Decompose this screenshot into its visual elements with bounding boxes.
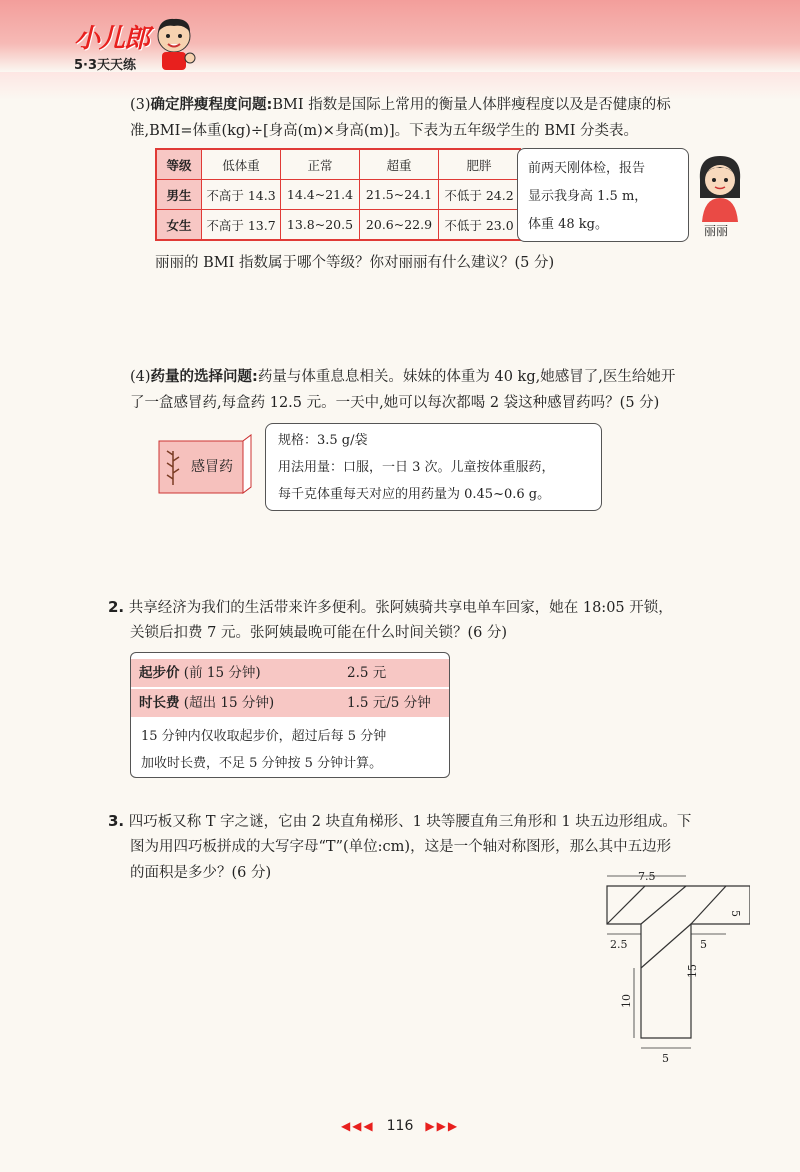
dim-left-vertical: 10: [620, 994, 633, 1008]
table-header-cell: 肥胖: [439, 149, 521, 180]
q2-line2: 关锁后扣费 7 元。张阿姨最晚可能在什么时间关锁？(6 分): [130, 625, 508, 641]
fee-note: 15 分钟内仅收取起步价，超过后每 5 分钟: [141, 729, 387, 744]
q4-text1: 药量与体重息息相关。妹妹的体重为 40 kg,她感冒了,医生给她开: [257, 369, 676, 385]
info-line: 每千克体重每天对应的用药量为 0.45~0.6 g。: [278, 487, 551, 502]
character-name: 丽丽: [704, 224, 729, 238]
page-number: 116: [386, 1118, 414, 1134]
table-cell: 21.5~24.1: [360, 180, 439, 210]
brand-logo: [74, 26, 149, 73]
q3-label: (3): [130, 97, 151, 113]
girl-icon: [690, 150, 750, 222]
bubble-line: 体重 48 kg。: [528, 217, 609, 232]
fee-table: [130, 652, 450, 778]
q3-question: 丽丽的 BMI 指数属于哪个等级？你对丽丽有什么建议？(5 分): [155, 255, 555, 271]
table-header-cell: 超重: [360, 149, 439, 180]
info-line: 规格：3.5 g/袋: [278, 433, 368, 448]
q2-number: 2.: [108, 598, 125, 616]
q4-line2: 了一盒感冒药,每盒药 12.5 元。一天中,她可以每次都喝 2 袋这种感冒药吗？(5 分): [130, 395, 660, 411]
t-cut-line: [641, 886, 686, 924]
fee-row-value: 2.5 元: [347, 665, 387, 681]
q2-line1: [108, 594, 673, 621]
table-row: [156, 180, 520, 210]
t-cut-line: [607, 886, 645, 924]
page-footer: [0, 1118, 800, 1134]
t-shape-diagram: [580, 868, 750, 1068]
table-header-cell: 低体重: [202, 149, 281, 180]
fee-row-note: (前 15 分钟): [183, 665, 261, 681]
speech-bubble: [517, 148, 689, 242]
right-arrows-icon: ▶▶▶: [425, 1119, 460, 1133]
t-cut-line: [691, 886, 726, 924]
dim-left-bottom: 2.5: [610, 938, 628, 951]
table-header-row: [156, 149, 520, 180]
medicine-box-label: 感冒药: [191, 459, 233, 475]
q3b-text1: 四巧板又称 T 字之谜，它由 2 块直角梯形、1 块等腰直角三角形和 1 块五边形组成。下: [128, 814, 692, 830]
table-header-cell: 正常: [281, 149, 360, 180]
table-header-cell: 等级: [156, 149, 202, 180]
bubble-line: 显示我身高 1.5 m，: [528, 189, 648, 204]
q4-label: (4): [130, 369, 151, 385]
fee-row-duration: [131, 689, 449, 717]
left-arrows-icon: ◀◀◀: [340, 1119, 375, 1133]
dim-right: 5: [729, 910, 742, 917]
brand-subtitle: 5·3天天练: [74, 58, 137, 73]
fee-row-value: 1.5 元/5 分钟: [347, 695, 431, 711]
table-cell: 不低于 24.2: [439, 180, 521, 210]
q3-text1: BMI 指数是国际上常用的衡量人体胖瘦程度以及是否健康的标: [272, 97, 671, 113]
t-cut-line: [641, 924, 691, 968]
q4-title: 药量的选择问题:: [150, 369, 258, 385]
fee-row-start: [131, 659, 449, 687]
q4-line1: [130, 364, 675, 390]
fee-note: 加收时长费，不足 5 分钟按 5 分钟计算。: [141, 756, 383, 771]
dim-bottom: 5: [662, 1052, 669, 1065]
table-cell: 女生: [156, 210, 202, 241]
q3-line2: 准,BMI=体重(kg)÷[身高(m)×身高(m)]。下表为五年级学生的 BMI 分类表。: [130, 123, 639, 139]
q3-title: 确定胖瘦程度问题:: [150, 97, 273, 113]
fee-row-title: 起步价: [139, 665, 180, 681]
q3b-line2: 图为用四巧板拼成的大写字母“T”(单位:cm)，这是一个轴对称图形，那么其中五边形: [130, 839, 672, 855]
q3-line1: [130, 92, 671, 118]
fee-row-note: (超出 15 分钟): [183, 695, 275, 711]
q2-text1: 共享经济为我们的生活带来许多便利。张阿姨骑共享电单车回家，她在 18:05 开锁，: [128, 600, 673, 616]
bmi-table: [155, 148, 521, 241]
fee-row-title: 时长费: [139, 695, 180, 711]
table-cell: 不高于 13.7: [202, 210, 281, 241]
bubble-line: 前两天刚体检，报告: [528, 161, 646, 176]
q3b-number: 3.: [108, 812, 125, 830]
table-cell: 不高于 14.3: [202, 180, 281, 210]
dim-mid: 5: [700, 938, 707, 951]
table-cell: 男生: [156, 180, 202, 210]
dim-right-vertical: 15: [686, 964, 699, 978]
table-cell: 13.8~20.5: [281, 210, 360, 241]
table-cell: 20.6~22.9: [360, 210, 439, 241]
q3b-line3: 的面积是多少？(6 分): [130, 865, 272, 881]
fee-row-label: [139, 659, 261, 687]
table-cell: 14.4~21.4: [281, 180, 360, 210]
info-line: 用法用量：口服，一日 3 次。儿童按体重服药，: [278, 460, 555, 475]
dim-top: 7.5: [638, 870, 656, 883]
table-row: [156, 210, 520, 241]
table-cell: 不低于 23.0: [439, 210, 521, 241]
medicine-box-icon: [155, 433, 255, 495]
t-outline: [607, 886, 750, 1038]
medicine-info-box: [265, 423, 602, 511]
brand-name: 小儿郎: [74, 24, 150, 54]
boy-mascot-icon: [150, 14, 198, 72]
q3b-line1: [108, 808, 691, 835]
fee-row-label: [139, 689, 274, 717]
